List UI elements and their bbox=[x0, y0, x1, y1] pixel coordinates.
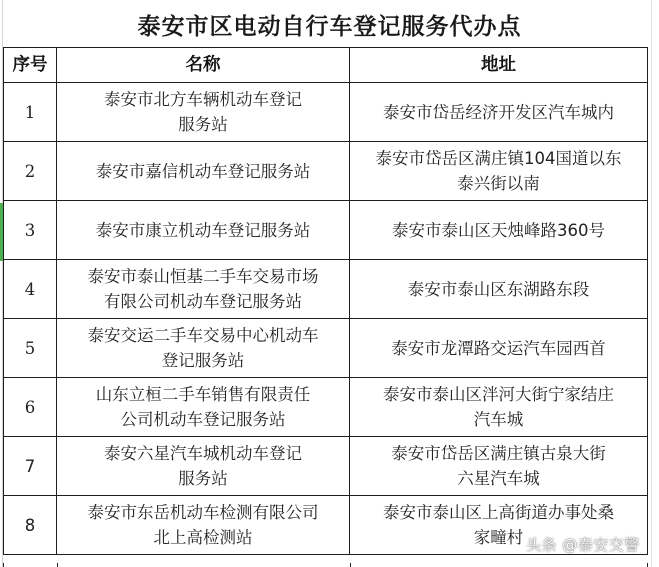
source-watermark: 头条 @泰安交警 bbox=[526, 536, 640, 554]
cell-seq[interactable]: 7 bbox=[4, 437, 57, 496]
cell-name[interactable] bbox=[57, 437, 350, 496]
cell-text-line: 登记服务站 bbox=[161, 351, 245, 370]
cell-address[interactable] bbox=[350, 201, 648, 260]
cell-seq[interactable]: 4 bbox=[4, 260, 57, 319]
cell-text-line: 泰安市岱岳区满庄镇古泉大街 bbox=[391, 444, 606, 463]
cell-address[interactable] bbox=[350, 437, 648, 496]
sheet-gridline-right bbox=[651, 0, 652, 567]
next-row-partial bbox=[3, 563, 647, 567]
table-row bbox=[4, 319, 648, 378]
cell-name[interactable] bbox=[57, 142, 350, 201]
cell-address[interactable] bbox=[350, 142, 648, 201]
cell-name[interactable] bbox=[57, 319, 350, 378]
cell-text-line: 泰兴街以南 bbox=[457, 174, 540, 193]
cell-text-line: 汽车城 bbox=[473, 410, 524, 429]
cell-seq[interactable]: 5 bbox=[4, 319, 57, 378]
cell-name[interactable] bbox=[57, 260, 350, 319]
table-row bbox=[4, 83, 648, 142]
table-row bbox=[4, 378, 648, 437]
cell-text-line: 泰安市泰山区上高街道办事处桑 bbox=[383, 503, 614, 522]
cell-text-line: 山东立桓二手车销售有限责任 bbox=[95, 385, 311, 404]
cell-name[interactable] bbox=[57, 83, 350, 142]
header-address[interactable]: 地址 bbox=[350, 48, 648, 83]
cell-name[interactable] bbox=[57, 378, 350, 437]
cell-text-line: 泰安市岱岳经济开发区汽车城内 bbox=[383, 102, 614, 122]
table-row bbox=[4, 142, 648, 201]
table-row bbox=[4, 260, 648, 319]
table-row bbox=[4, 201, 648, 260]
cell-seq[interactable]: 2 bbox=[4, 142, 57, 201]
cell-address[interactable] bbox=[350, 319, 648, 378]
cell-text-line: 泰安市东岳机动车检测有限公司 bbox=[87, 503, 319, 522]
cell-seq[interactable]: 1 bbox=[4, 83, 57, 142]
cell-seq[interactable]: 3 bbox=[4, 201, 57, 260]
cell-text-line: 泰安交运二手车交易中心机动车 bbox=[87, 326, 319, 345]
cell-divider bbox=[57, 563, 58, 567]
cell-name[interactable] bbox=[57, 201, 350, 260]
cell-text-line: 泰安市北方车辆机动车登记 bbox=[104, 90, 302, 109]
sheet-title: 泰安市区电动自行车登记服务代办点 bbox=[137, 13, 522, 40]
cell-text-line: 泰安市泰山区泮河大街宁家结庄 bbox=[383, 385, 614, 404]
cell-text-line: 泰安市泰山恒基二手车交易市场 bbox=[87, 267, 319, 286]
cell-text-line: 泰安六星汽车城机动车登记 bbox=[104, 444, 302, 463]
cell-seq[interactable]: 8 bbox=[4, 496, 57, 555]
cell-address[interactable] bbox=[350, 260, 648, 319]
cell-text-line: 泰安市泰山区天烛峰路360号 bbox=[392, 220, 605, 240]
cell-seq[interactable]: 6 bbox=[4, 378, 57, 437]
cell-text-line: 北上高检测站 bbox=[153, 528, 253, 547]
cell-text-line: 泰安市岱岳区满庄镇104国道以东 bbox=[375, 149, 622, 168]
header-seq[interactable]: 序号 bbox=[4, 48, 57, 83]
service-points-table bbox=[3, 47, 648, 555]
cell-text-line: 服务站 bbox=[178, 469, 228, 488]
cell-text-line: 六星汽车城 bbox=[457, 469, 540, 488]
table-row bbox=[4, 437, 648, 496]
cell-text-line: 泰安市康立机动车登记服务站 bbox=[95, 220, 311, 240]
table-header-row bbox=[4, 48, 648, 83]
header-name[interactable]: 名称 bbox=[57, 48, 350, 83]
cell-text-line: 泰安市龙潭路交运汽车园西首 bbox=[391, 338, 606, 358]
cell-text-line: 公司机动车登记服务站 bbox=[120, 410, 286, 429]
cell-text-line: 泰安市嘉信机动车登记服务站 bbox=[95, 161, 311, 181]
cell-name[interactable] bbox=[57, 496, 350, 555]
cell-address[interactable] bbox=[350, 378, 648, 437]
cell-divider bbox=[647, 563, 648, 567]
cell-text-line: 服务站 bbox=[178, 115, 228, 134]
cell-address[interactable] bbox=[350, 83, 648, 142]
cell-text-line: 有限公司机动车登记服务站 bbox=[104, 292, 302, 311]
cell-text-line: 家疃村 bbox=[473, 528, 524, 547]
cell-text-line: 泰安市泰山区东湖路东段 bbox=[407, 279, 590, 299]
cell-divider bbox=[350, 563, 351, 567]
